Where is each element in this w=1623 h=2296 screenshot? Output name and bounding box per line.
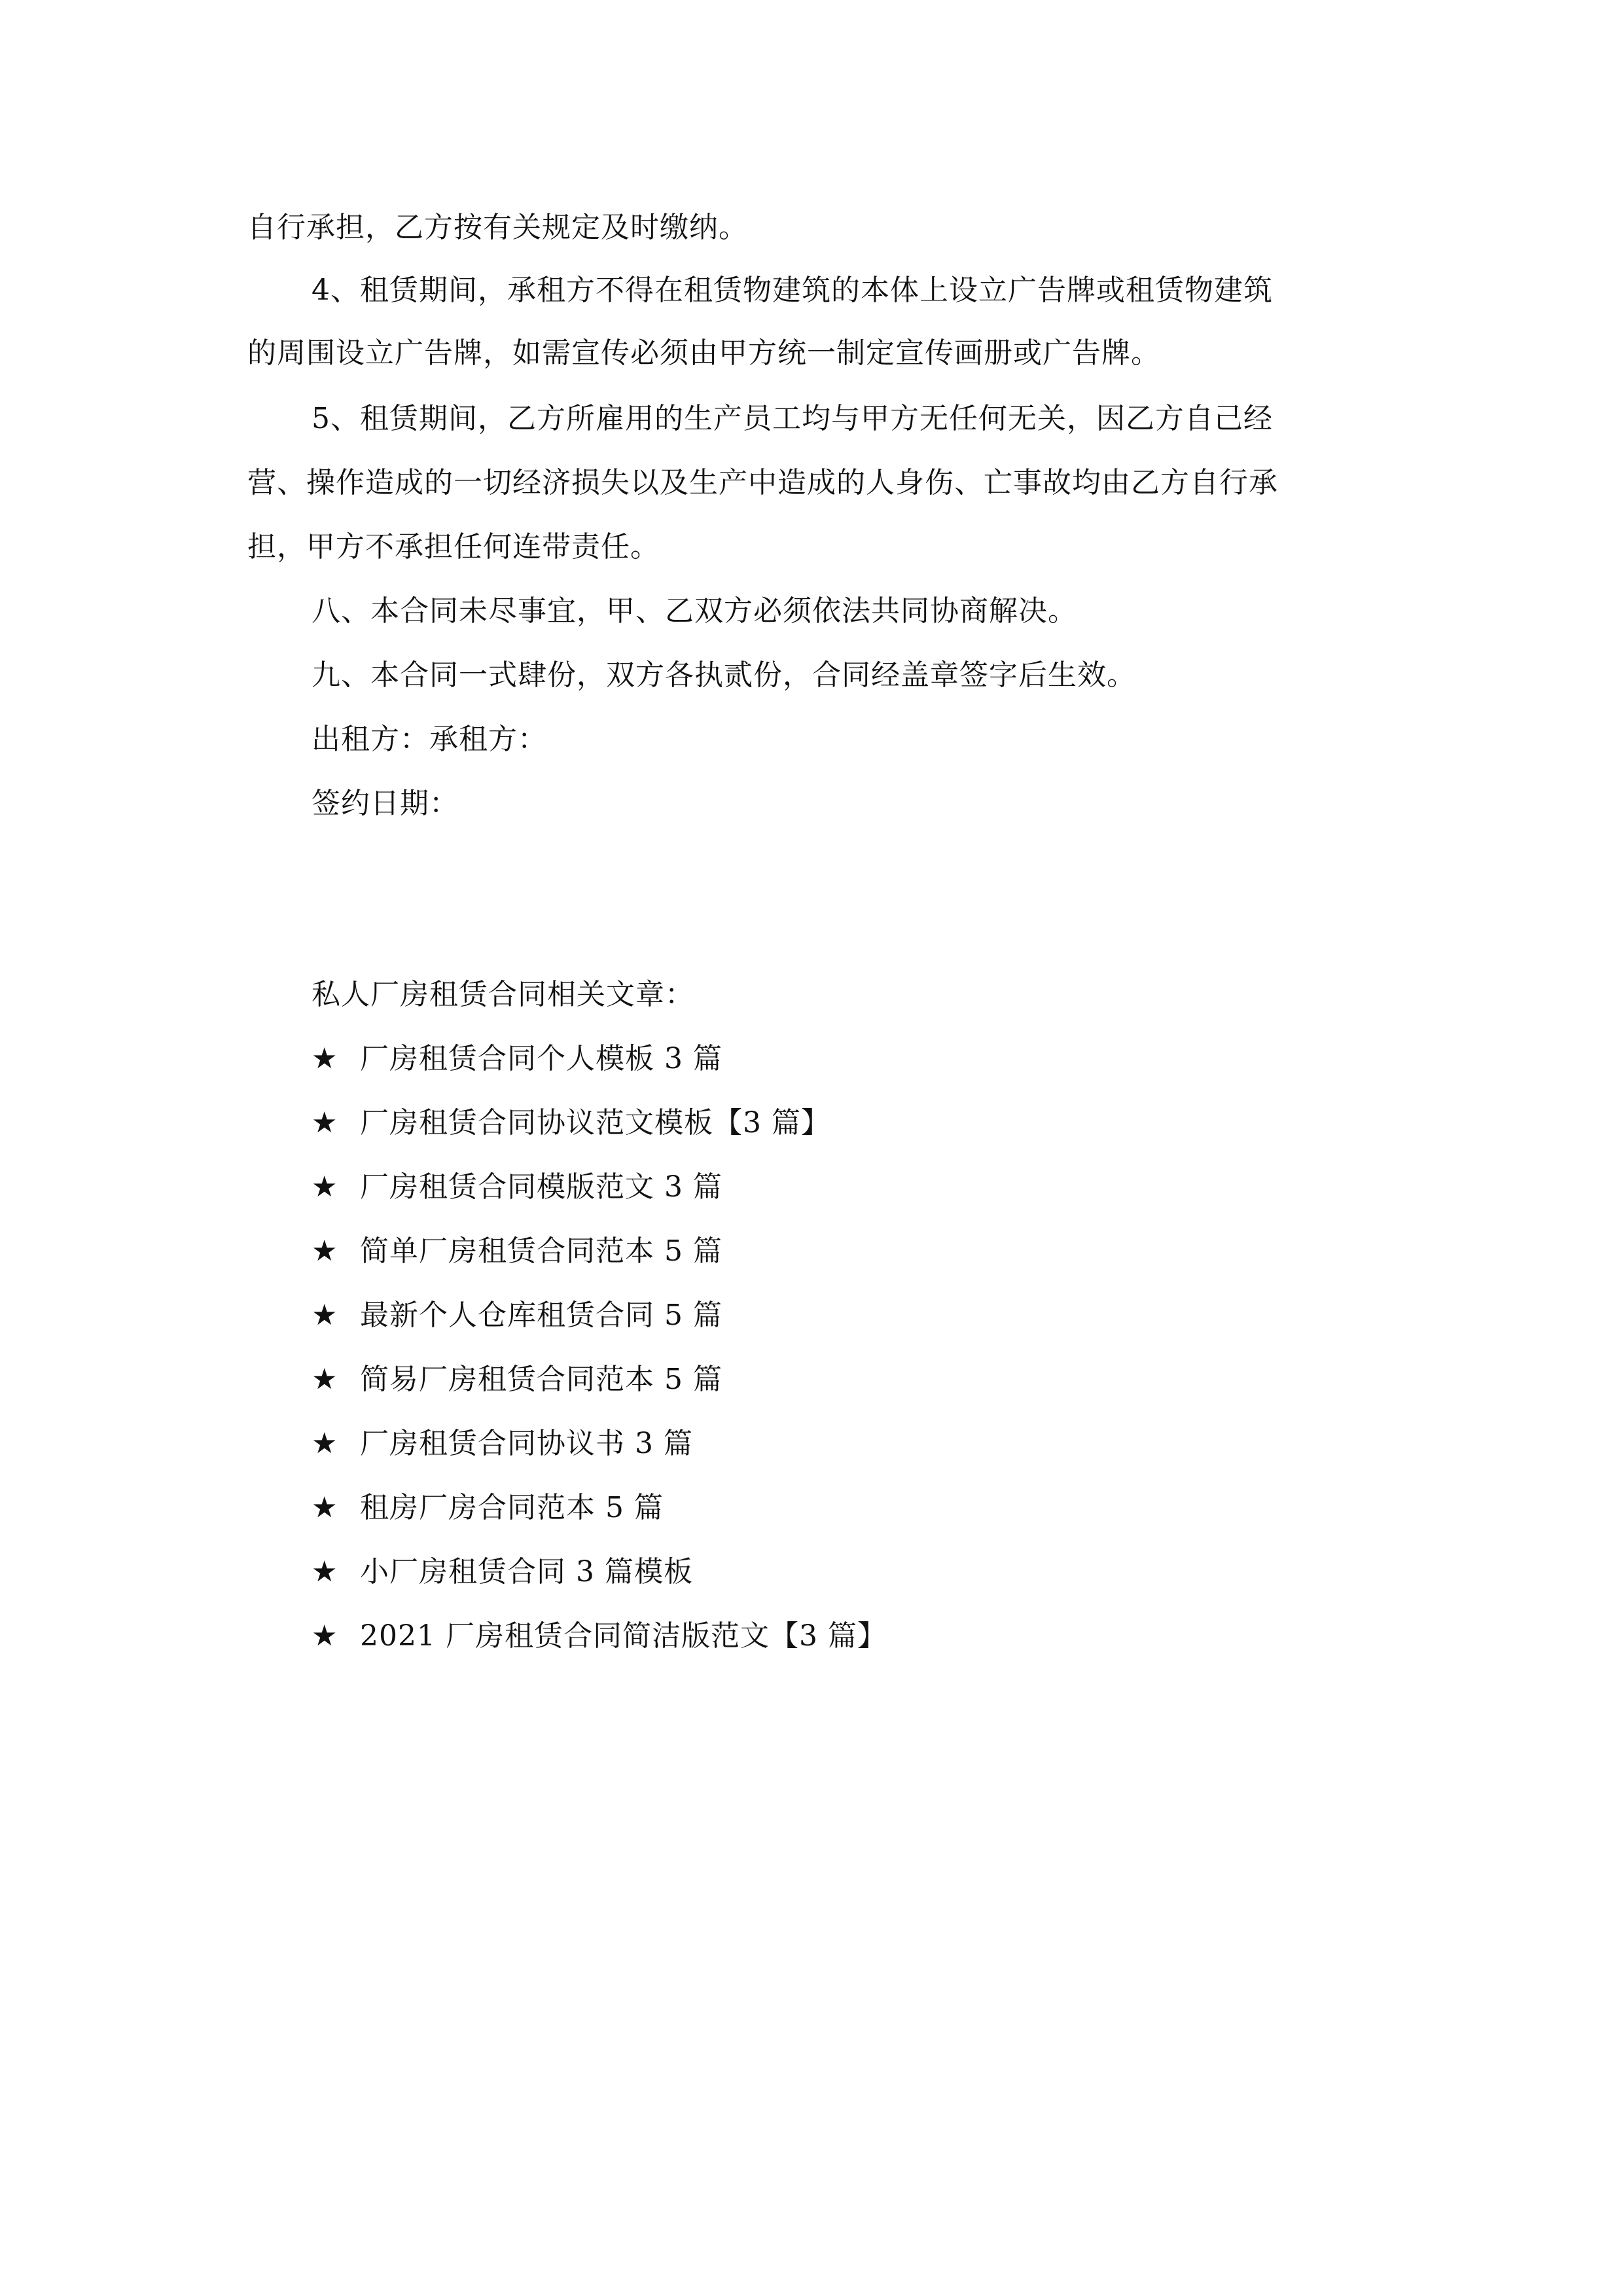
signature-line: 出租方：承租方： xyxy=(312,723,547,756)
related-article-label: 租房厂房合同范本 5 篇 xyxy=(360,1491,664,1524)
paragraph-line: 八、本合同未尽事宜，甲、乙双方必须依法共同协商解决。 xyxy=(312,594,1077,628)
related-article-label: 2021 厂房租赁合同简洁版范文【3 篇】 xyxy=(360,1619,887,1653)
related-article-label: 简单厂房租赁合同范本 5 篇 xyxy=(360,1234,722,1268)
star-icon: ★ xyxy=(312,1555,338,1588)
date-line: 签约日期： xyxy=(312,787,459,820)
star-icon: ★ xyxy=(312,1299,338,1332)
related-article-label: 小厂房租赁合同 3 篇模板 xyxy=(360,1555,693,1588)
related-article-label: 最新个人仓库租赁合同 5 篇 xyxy=(360,1299,722,1332)
related-article-label: 简易厂房租赁合同范本 5 篇 xyxy=(360,1363,722,1396)
related-articles-title: 私人厂房租赁合同相关文章： xyxy=(312,978,694,1011)
related-article-label: 厂房租赁合同协议范文模板【3 篇】 xyxy=(360,1106,830,1139)
related-article-item[interactable] xyxy=(312,1296,722,1335)
related-article-item[interactable] xyxy=(312,1424,693,1463)
star-icon: ★ xyxy=(312,1042,338,1075)
paragraph-line: 的周围设立广告牌，如需宣传必须由甲方统一制定宣传画册或广告牌。 xyxy=(247,336,1160,370)
related-article-item[interactable] xyxy=(312,1360,722,1399)
related-article-item[interactable] xyxy=(312,1552,693,1592)
star-icon: ★ xyxy=(312,1234,338,1268)
related-article-item[interactable] xyxy=(312,1617,887,1656)
related-article-item[interactable] xyxy=(312,1103,830,1143)
paragraph-line: 九、本合同一式肆份，双方各执贰份，合同经盖章签字后生效。 xyxy=(312,658,1136,692)
related-article-item[interactable] xyxy=(312,1039,722,1079)
related-article-item[interactable] xyxy=(312,1488,664,1528)
related-article-item[interactable] xyxy=(312,1232,722,1271)
paragraph-line: 营、操作造成的一切经济损失以及生产中造成的人身伤、亡事故均由乙方自行承 xyxy=(247,466,1278,499)
paragraph-line: 自行承担，乙方按有关规定及时缴纳。 xyxy=(247,211,748,244)
paragraph-line: 担，甲方不承担任何连带责任。 xyxy=(247,530,660,564)
star-icon: ★ xyxy=(312,1427,338,1460)
star-icon: ★ xyxy=(312,1491,338,1524)
star-icon: ★ xyxy=(312,1106,338,1139)
paragraph-line: 5、租赁期间，乙方所雇用的生产员工均与甲方无任何无关，因乙方自己经 xyxy=(312,402,1273,435)
related-article-label: 厂房租赁合同模版范文 3 篇 xyxy=(360,1170,722,1204)
star-icon: ★ xyxy=(312,1170,338,1204)
star-icon: ★ xyxy=(312,1619,338,1653)
related-article-label: 厂房租赁合同协议书 3 篇 xyxy=(360,1427,693,1460)
related-article-label: 厂房租赁合同个人模板 3 篇 xyxy=(360,1042,722,1075)
paragraph-line: 4、租赁期间，承租方不得在租赁物建筑的本体上设立广告牌或租赁物建筑 xyxy=(312,274,1273,307)
related-article-item[interactable] xyxy=(312,1168,722,1207)
star-icon: ★ xyxy=(312,1363,338,1396)
